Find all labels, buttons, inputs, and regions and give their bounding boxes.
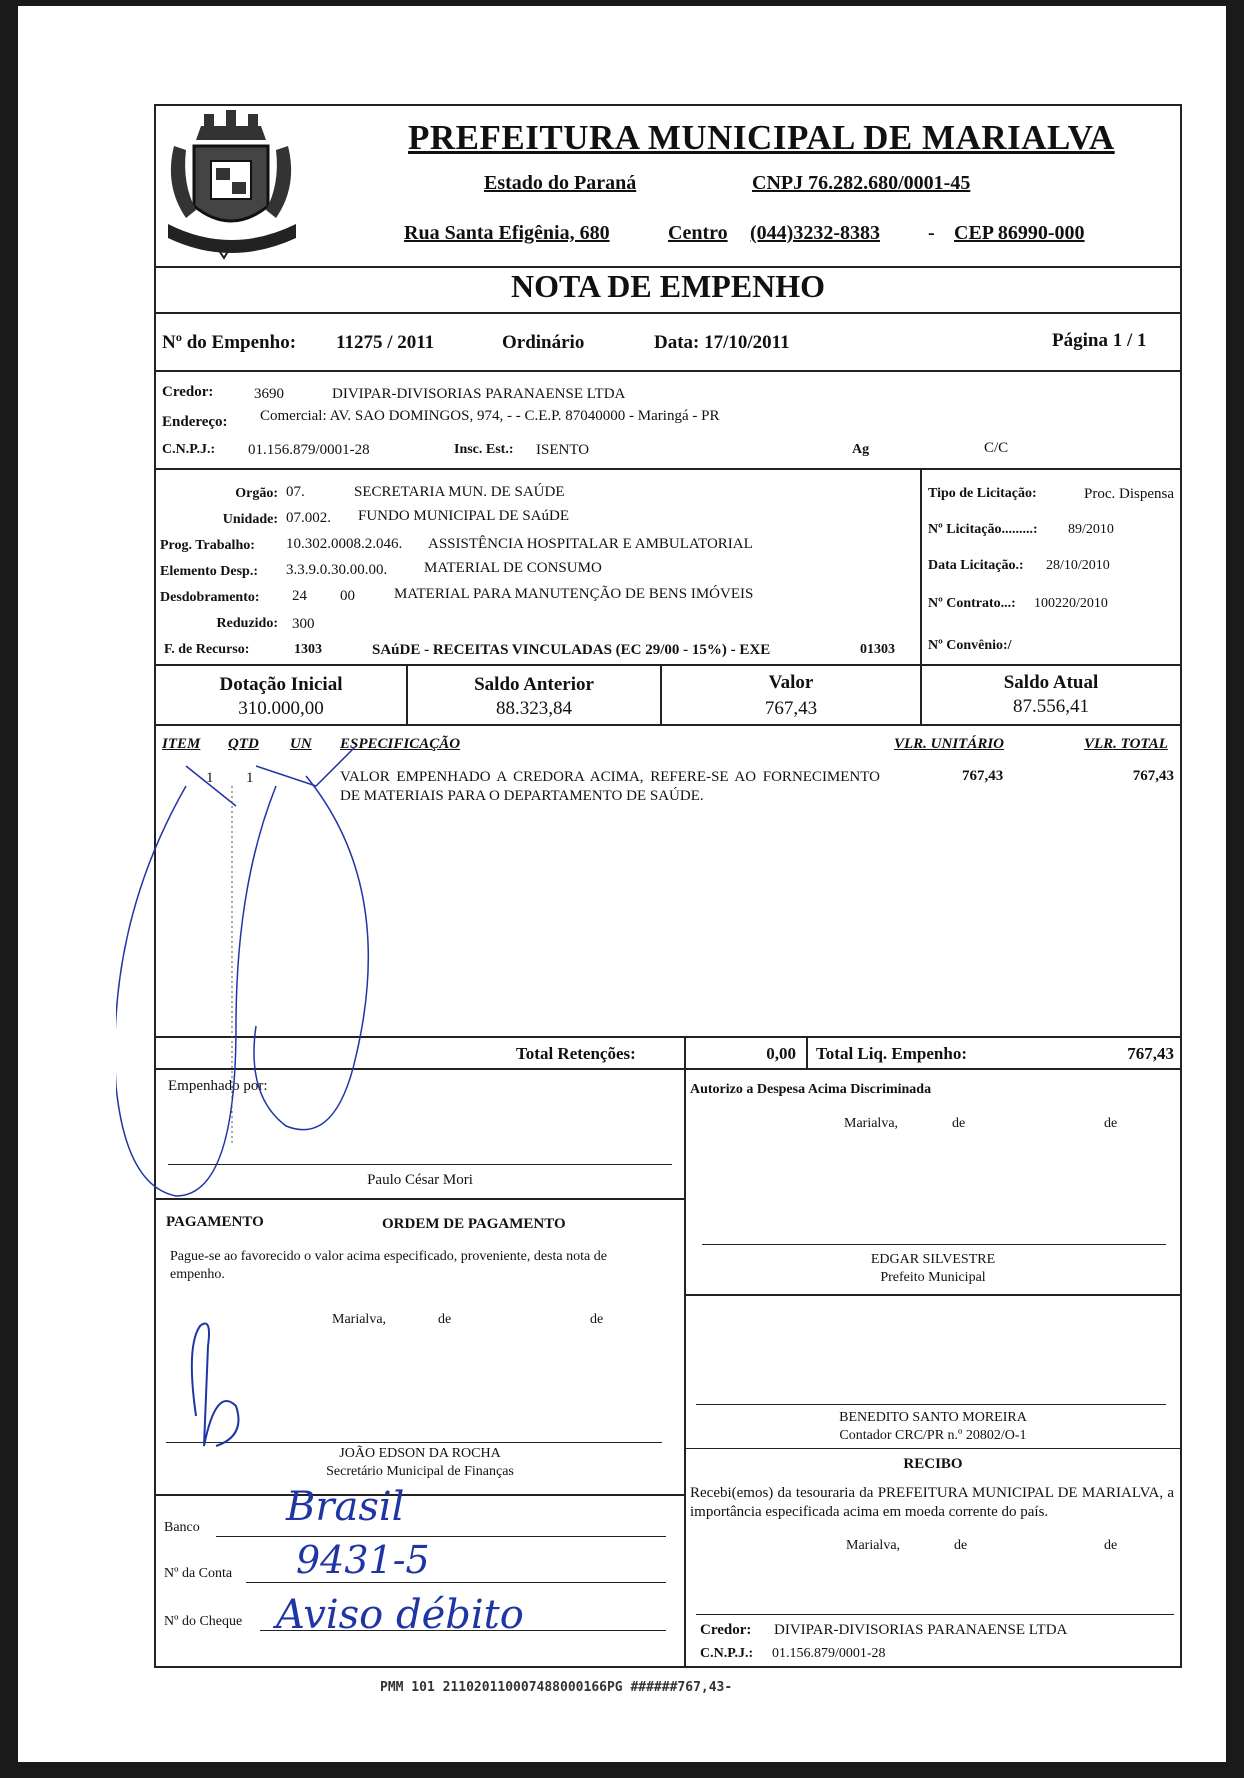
prefeito-name: EDGAR SILVESTRE: [870, 1252, 996, 1267]
header-cnpj: CNPJ 76.282.680/0001-45: [752, 172, 971, 194]
nota-de-empenho-document: [154, 104, 1182, 1668]
scan-border-bottom: [0, 1762, 1244, 1778]
licitacao-num-value: 89/2010: [1068, 522, 1114, 537]
item-vlr-total: 767,43: [1132, 768, 1174, 784]
empenho-number-label: Nº do Empenho:: [162, 332, 297, 353]
col-qtd: QTD: [228, 736, 259, 752]
saldo-atual-label: Saldo Atual: [1003, 672, 1099, 693]
saldo-anterior-value: 88.323,84: [496, 698, 572, 719]
desdobramento-name: MATERIAL PARA MANUTENÇÃO DE BENS IMÓVEIS: [394, 586, 754, 602]
recibo-cnpj-label: C.N.P.J.:: [700, 1646, 754, 1661]
licitacao-data-value: 28/10/2010: [1046, 558, 1110, 573]
retencoes-value: 0,00: [766, 1044, 796, 1063]
recibo-de1: de: [954, 1538, 968, 1553]
col-vlr-total: VLR. TOTAL: [1084, 736, 1168, 752]
elemento-code: 3.3.9.0.30.00.00.: [286, 562, 388, 578]
unidade-label: Unidade:: [222, 512, 278, 527]
signature-line: [702, 1244, 1166, 1245]
col-item: ITEM: [162, 736, 201, 752]
empenhado-name: Paulo César Mori: [367, 1172, 473, 1188]
recurso-name: SAúDE - RECEITAS VINCULADAS (EC 29/00 - 15%) - EXE: [372, 642, 771, 658]
finance-secretary-name: JOÃO EDSON DA ROCHA: [339, 1446, 501, 1461]
recibo-place: Marialva,: [846, 1538, 901, 1553]
autorizo-de2: de: [1104, 1116, 1118, 1131]
item-vlr-unitario: 767,43: [962, 768, 1004, 784]
saldo-anterior-label: Saldo Anterior: [474, 674, 594, 695]
orgao-code: 07.: [286, 484, 305, 500]
dotacao-label: Dotação Inicial: [219, 674, 343, 695]
footer-code: PMM 101 211020110007488000166PG ######767,43-: [380, 1680, 733, 1695]
header-title: PREFEITURA MUNICIPAL DE MARIALVA: [408, 118, 1115, 157]
divider: [156, 468, 1180, 470]
scan-border-top: [0, 0, 1244, 6]
empenho-type: Ordinário: [502, 332, 585, 353]
divider: [684, 1448, 1180, 1449]
prog-label: Prog. Trabalho:: [160, 538, 255, 553]
contador-role: Contador CRC/PR n.º 20802/O-1: [839, 1428, 1027, 1443]
autorizo-label: Autorizo a Despesa Acima Discriminada: [690, 1082, 932, 1097]
header-cep: CEP 86990-000: [954, 222, 1085, 244]
pagamento-de2: de: [590, 1312, 604, 1327]
insc-label: Insc. Est.:: [454, 442, 514, 457]
scan-border-right: [1226, 0, 1244, 1778]
recibo-text: Recebi(emos) da tesouraria da PREFEITURA MUNICIPAL DE MARIALVA, a importância especificada acima em moeda corrente do país.: [690, 1485, 1174, 1520]
recibo-credor-value: DIVIPAR-DIVISORIAS PARANAENSE LTDA: [774, 1622, 1068, 1638]
credor-name: DIVIPAR-DIVISORIAS PARANAENSE LTDA: [332, 386, 626, 402]
page-number: Página 1 / 1: [1052, 330, 1147, 351]
header-district: Centro: [668, 222, 728, 244]
orgao-name: SECRETARIA MUN. DE SAÚDE: [354, 484, 565, 500]
orgao-label: Orgão:: [235, 486, 278, 501]
divider: [156, 312, 1180, 314]
contrato-value: 100220/2010: [1034, 596, 1108, 611]
elemento-name: MATERIAL DE CONSUMO: [424, 560, 602, 576]
unidade-name: FUNDO MUNICIPAL DE SAúDE: [358, 508, 569, 524]
header-phone: (044)3232-8383: [750, 222, 880, 244]
contador-name: BENEDITO SANTO MOREIRA: [839, 1410, 1027, 1425]
scan-border-left: [0, 0, 18, 1778]
header-street: Rua Santa Efigênia, 680: [404, 222, 610, 244]
divider: [806, 1036, 808, 1068]
reduzido-value: 300: [292, 616, 315, 632]
cheque-handwritten: Aviso débito: [276, 1592, 524, 1638]
prefeito-role: Prefeito Municipal: [880, 1270, 986, 1285]
divider: [156, 370, 1180, 372]
empenhado-label: Empenhado por:: [168, 1078, 268, 1094]
saldo-atual-value: 87.556,41: [1013, 696, 1089, 717]
ag-label: Ag: [852, 442, 870, 457]
cheque-label: Nº do Cheque: [164, 1614, 243, 1629]
desdobramento-b: 00: [340, 588, 355, 604]
recurso-code: 1303: [294, 642, 322, 657]
pagamento-text: Pague-se ao favorecido o valor acima especificado, proveniente, desta nota de empenho.: [170, 1249, 607, 1282]
coat-of-arms-icon: [156, 106, 306, 266]
col-especificacao: ESPECIFICAÇÃO: [340, 736, 461, 752]
liq-empenho-label: Total Liq. Empenho:: [816, 1044, 967, 1063]
autorizo-de1: de: [952, 1116, 966, 1131]
empenho-number: 11275 / 2011: [336, 332, 435, 353]
autorizo-place: Marialva,: [844, 1116, 899, 1131]
recibo-cnpj-value: 01.156.879/0001-28: [772, 1646, 886, 1661]
endereco-label: Endereço:: [162, 414, 228, 430]
endereco-value: Comercial: AV. SAO DOMINGOS, 974, - - C.E.P. 87040000 - Maringá - PR: [260, 408, 720, 424]
recurso-number: 01303: [860, 642, 895, 657]
banco-handwritten: Brasil: [286, 1484, 405, 1530]
desdobramento-a: 24: [292, 588, 307, 604]
liq-empenho-value: 767,43: [1127, 1044, 1174, 1063]
item-especificacao: VALOR EMPENHADO A CREDORA ACIMA, REFERE-SE AO FORNECIMENTO DE MATERIAIS PARA O DEPARTAMENTO DE SAÚDE.: [340, 769, 880, 804]
header-state: Estado do Paraná: [484, 172, 637, 194]
contrato-label: Nº Contrato...:: [928, 596, 1016, 611]
signature-line: [696, 1404, 1166, 1405]
prog-name: ASSISTÊNCIA HOSPITALAR E AMBULATORIAL: [428, 536, 753, 552]
valor-label: Valor: [768, 672, 814, 693]
pagamento-place: Marialva,: [332, 1312, 387, 1327]
banco-label: Banco: [164, 1520, 200, 1535]
pen-scribble-icon: [116, 726, 476, 1586]
signature-line: [696, 1614, 1174, 1615]
pagamento-de1: de: [438, 1312, 452, 1327]
licitacao-tipo-label: Tipo de Licitação:: [928, 486, 1037, 501]
divider: [684, 1294, 1180, 1296]
prog-code: 10.302.0008.2.046.: [286, 536, 403, 552]
conta-label: Nº da Conta: [164, 1566, 233, 1581]
recibo-de2: de: [1104, 1538, 1118, 1553]
empenho-date: Data: 17/10/2011: [654, 332, 790, 353]
recibo-label: RECIBO: [903, 1456, 963, 1472]
divider: [684, 1068, 686, 1666]
credor-code: 3690: [254, 386, 284, 402]
valor-value: 767,43: [764, 698, 818, 719]
credor-label: Credor:: [162, 384, 214, 400]
cc-label: C/C: [984, 440, 1009, 456]
ordem-pagamento-label: ORDEM DE PAGAMENTO: [382, 1216, 566, 1232]
reduzido-label: Reduzido:: [216, 616, 278, 631]
divider: [920, 468, 922, 664]
unidade-code: 07.002.: [286, 510, 331, 526]
doc-title: NOTA DE EMPENHO: [510, 268, 826, 304]
dotacao-value: 310.000,00: [238, 698, 324, 719]
desdobramento-label: Desdobramento:: [160, 590, 260, 605]
cnpj-label: C.N.P.J.:: [162, 442, 216, 457]
header-separator: -: [928, 222, 935, 244]
cnpj-value: 01.156.879/0001-28: [248, 442, 370, 458]
col-vlr-unitario: VLR. UNITÁRIO: [894, 736, 1005, 752]
recurso-label: F. de Recurso:: [164, 642, 250, 657]
col-un: UN: [290, 736, 312, 752]
retencoes-label: Total Retenções:: [516, 1044, 636, 1063]
convenio-label: Nº Convênio:/: [928, 638, 1012, 653]
licitacao-tipo-value: Proc. Dispensa: [1084, 486, 1174, 502]
finance-secretary-role: Secretário Municipal de Finanças: [326, 1464, 514, 1479]
pagamento-label: PAGAMENTO: [166, 1214, 264, 1230]
item-qtd: 1: [246, 770, 254, 786]
licitacao-num-label: Nº Licitação.........:: [928, 522, 1038, 537]
divider: [156, 664, 1180, 666]
item-number: 1: [206, 770, 214, 786]
recibo-credor-label: Credor:: [700, 1622, 752, 1638]
conta-handwritten: 9431-5: [296, 1538, 430, 1582]
licitacao-data-label: Data Licitação.:: [928, 558, 1024, 573]
elemento-label: Elemento Desp.:: [160, 564, 258, 579]
insc-value: ISENTO: [536, 442, 590, 458]
